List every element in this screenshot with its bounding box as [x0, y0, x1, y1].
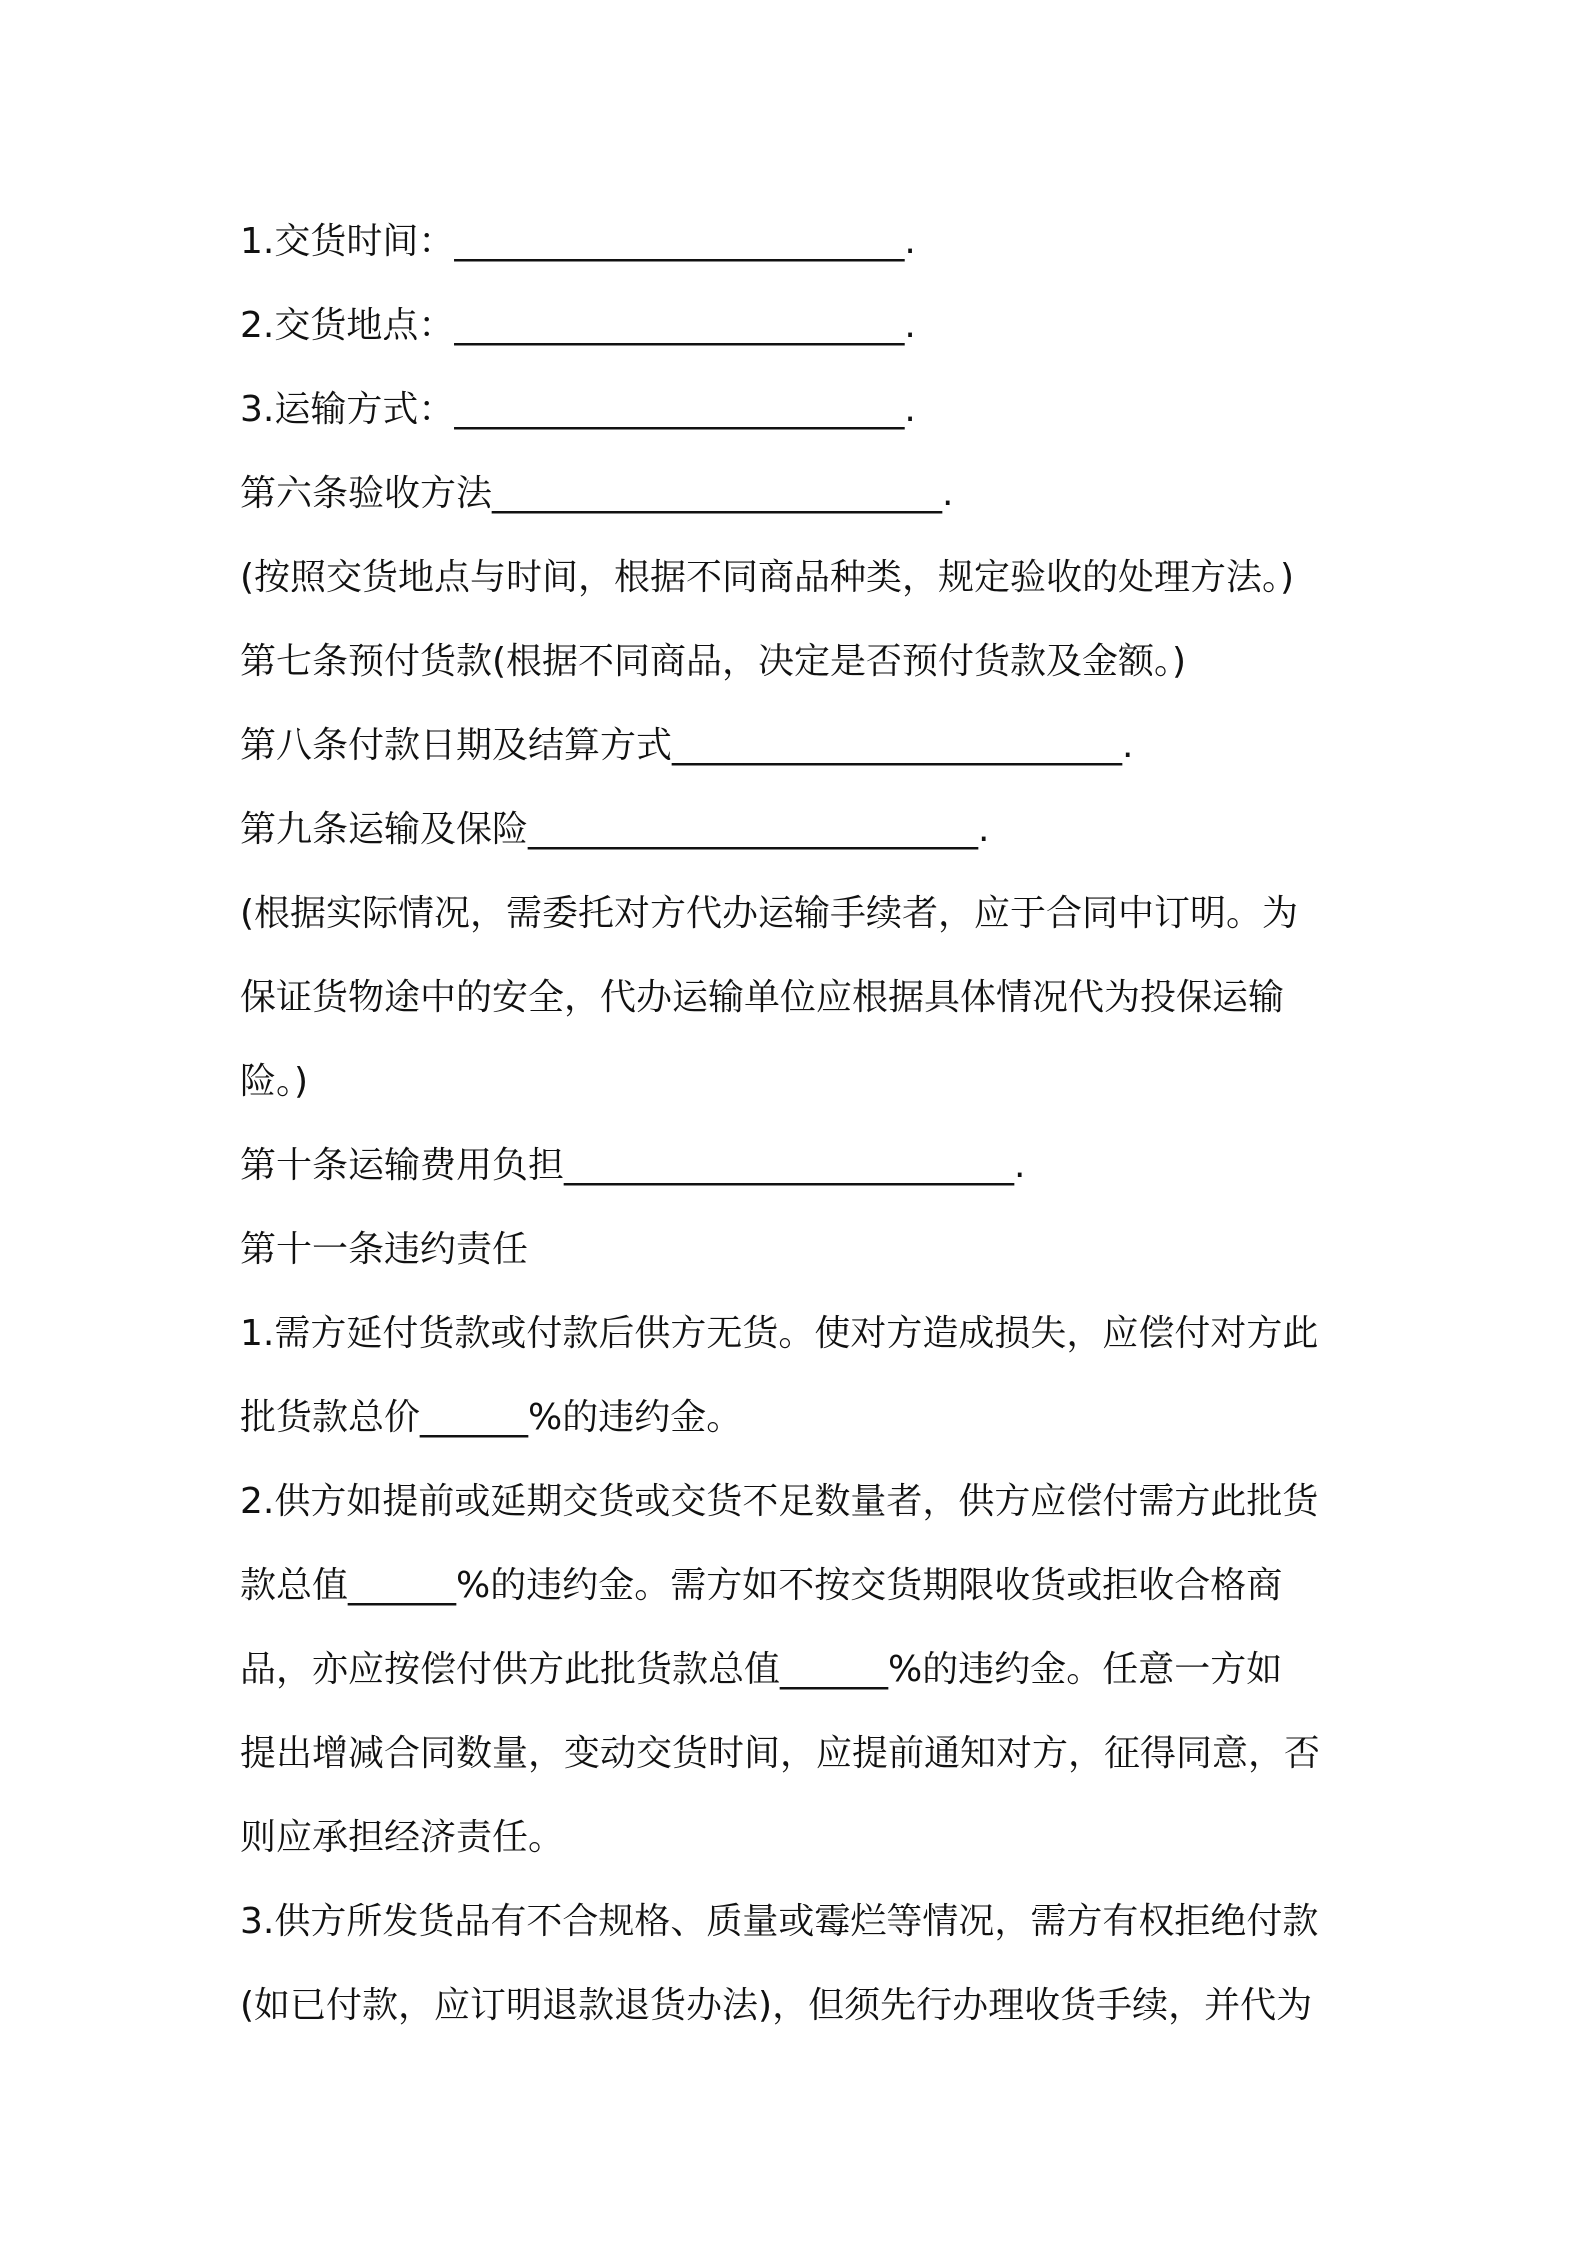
document-page [240, 200, 1360, 2048]
article-9-note-line-2: 保证货物途中的安全，代办运输单位应根据具体情况代为投保运输 [240, 977, 1285, 1018]
clause-3-line-1: 3.供方所发货品有不合规格、质量或霉烂等情况，需方有权拒绝付款 [240, 1901, 1319, 1942]
clause-2-line-5: 则应承担经济责任。 [240, 1817, 565, 1858]
clause-2-line-4: 提出增减合同数量，变动交货时间，应提前通知对方，征得同意，否 [240, 1733, 1321, 1774]
clause-1-line-2: 批货款总价______%的违约金。 [240, 1397, 743, 1438]
clause-1-line-1: 1.需方延付货款或付款后供方无货。使对方造成损失，应偿付对方此 [240, 1313, 1319, 1354]
article-8-heading: 第八条付款日期及结算方式_________________________. [240, 725, 1134, 766]
transport-method-line: 3.运输方式：_________________________. [240, 389, 916, 430]
article-6-heading: 第六条验收方法_________________________. [240, 473, 954, 514]
article-10-heading: 第十条运输费用负担_________________________. [240, 1145, 1026, 1186]
clause-2-line-2: 款总值______%的违约金。需方如不按交货期限收货或拒收合格商 [240, 1565, 1283, 1606]
clause-2-line-1: 2.供方如提前或延期交货或交货不足数量者，供方应偿付需方此批货 [240, 1481, 1319, 1522]
article-11-heading: 第十一条违约责任 [240, 1229, 529, 1270]
article-6-note: (按照交货地点与时间，根据不同商品种类，规定验收的处理方法。) [240, 557, 1295, 598]
delivery-time-line: 1.交货时间：_________________________. [240, 221, 916, 262]
clause-3-line-2: (如已付款，应订明退款退货办法)，但须先行办理收货手续，并代为 [240, 1985, 1313, 2026]
article-9-note-line-3: 险。) [240, 1061, 309, 1102]
article-7-heading: 第七条预付货款(根据不同商品，决定是否预付货款及金额。) [240, 641, 1187, 682]
article-9-note-line-1: (根据实际情况，需委托对方代办运输手续者，应于合同中订明。为 [240, 893, 1299, 934]
delivery-place-line: 2.交货地点：_________________________. [240, 305, 916, 346]
clause-2-line-3: 品，亦应按偿付供方此批货款总值______%的违约金。任意一方如 [240, 1649, 1283, 1690]
article-9-heading: 第九条运输及保险_________________________. [240, 809, 990, 850]
